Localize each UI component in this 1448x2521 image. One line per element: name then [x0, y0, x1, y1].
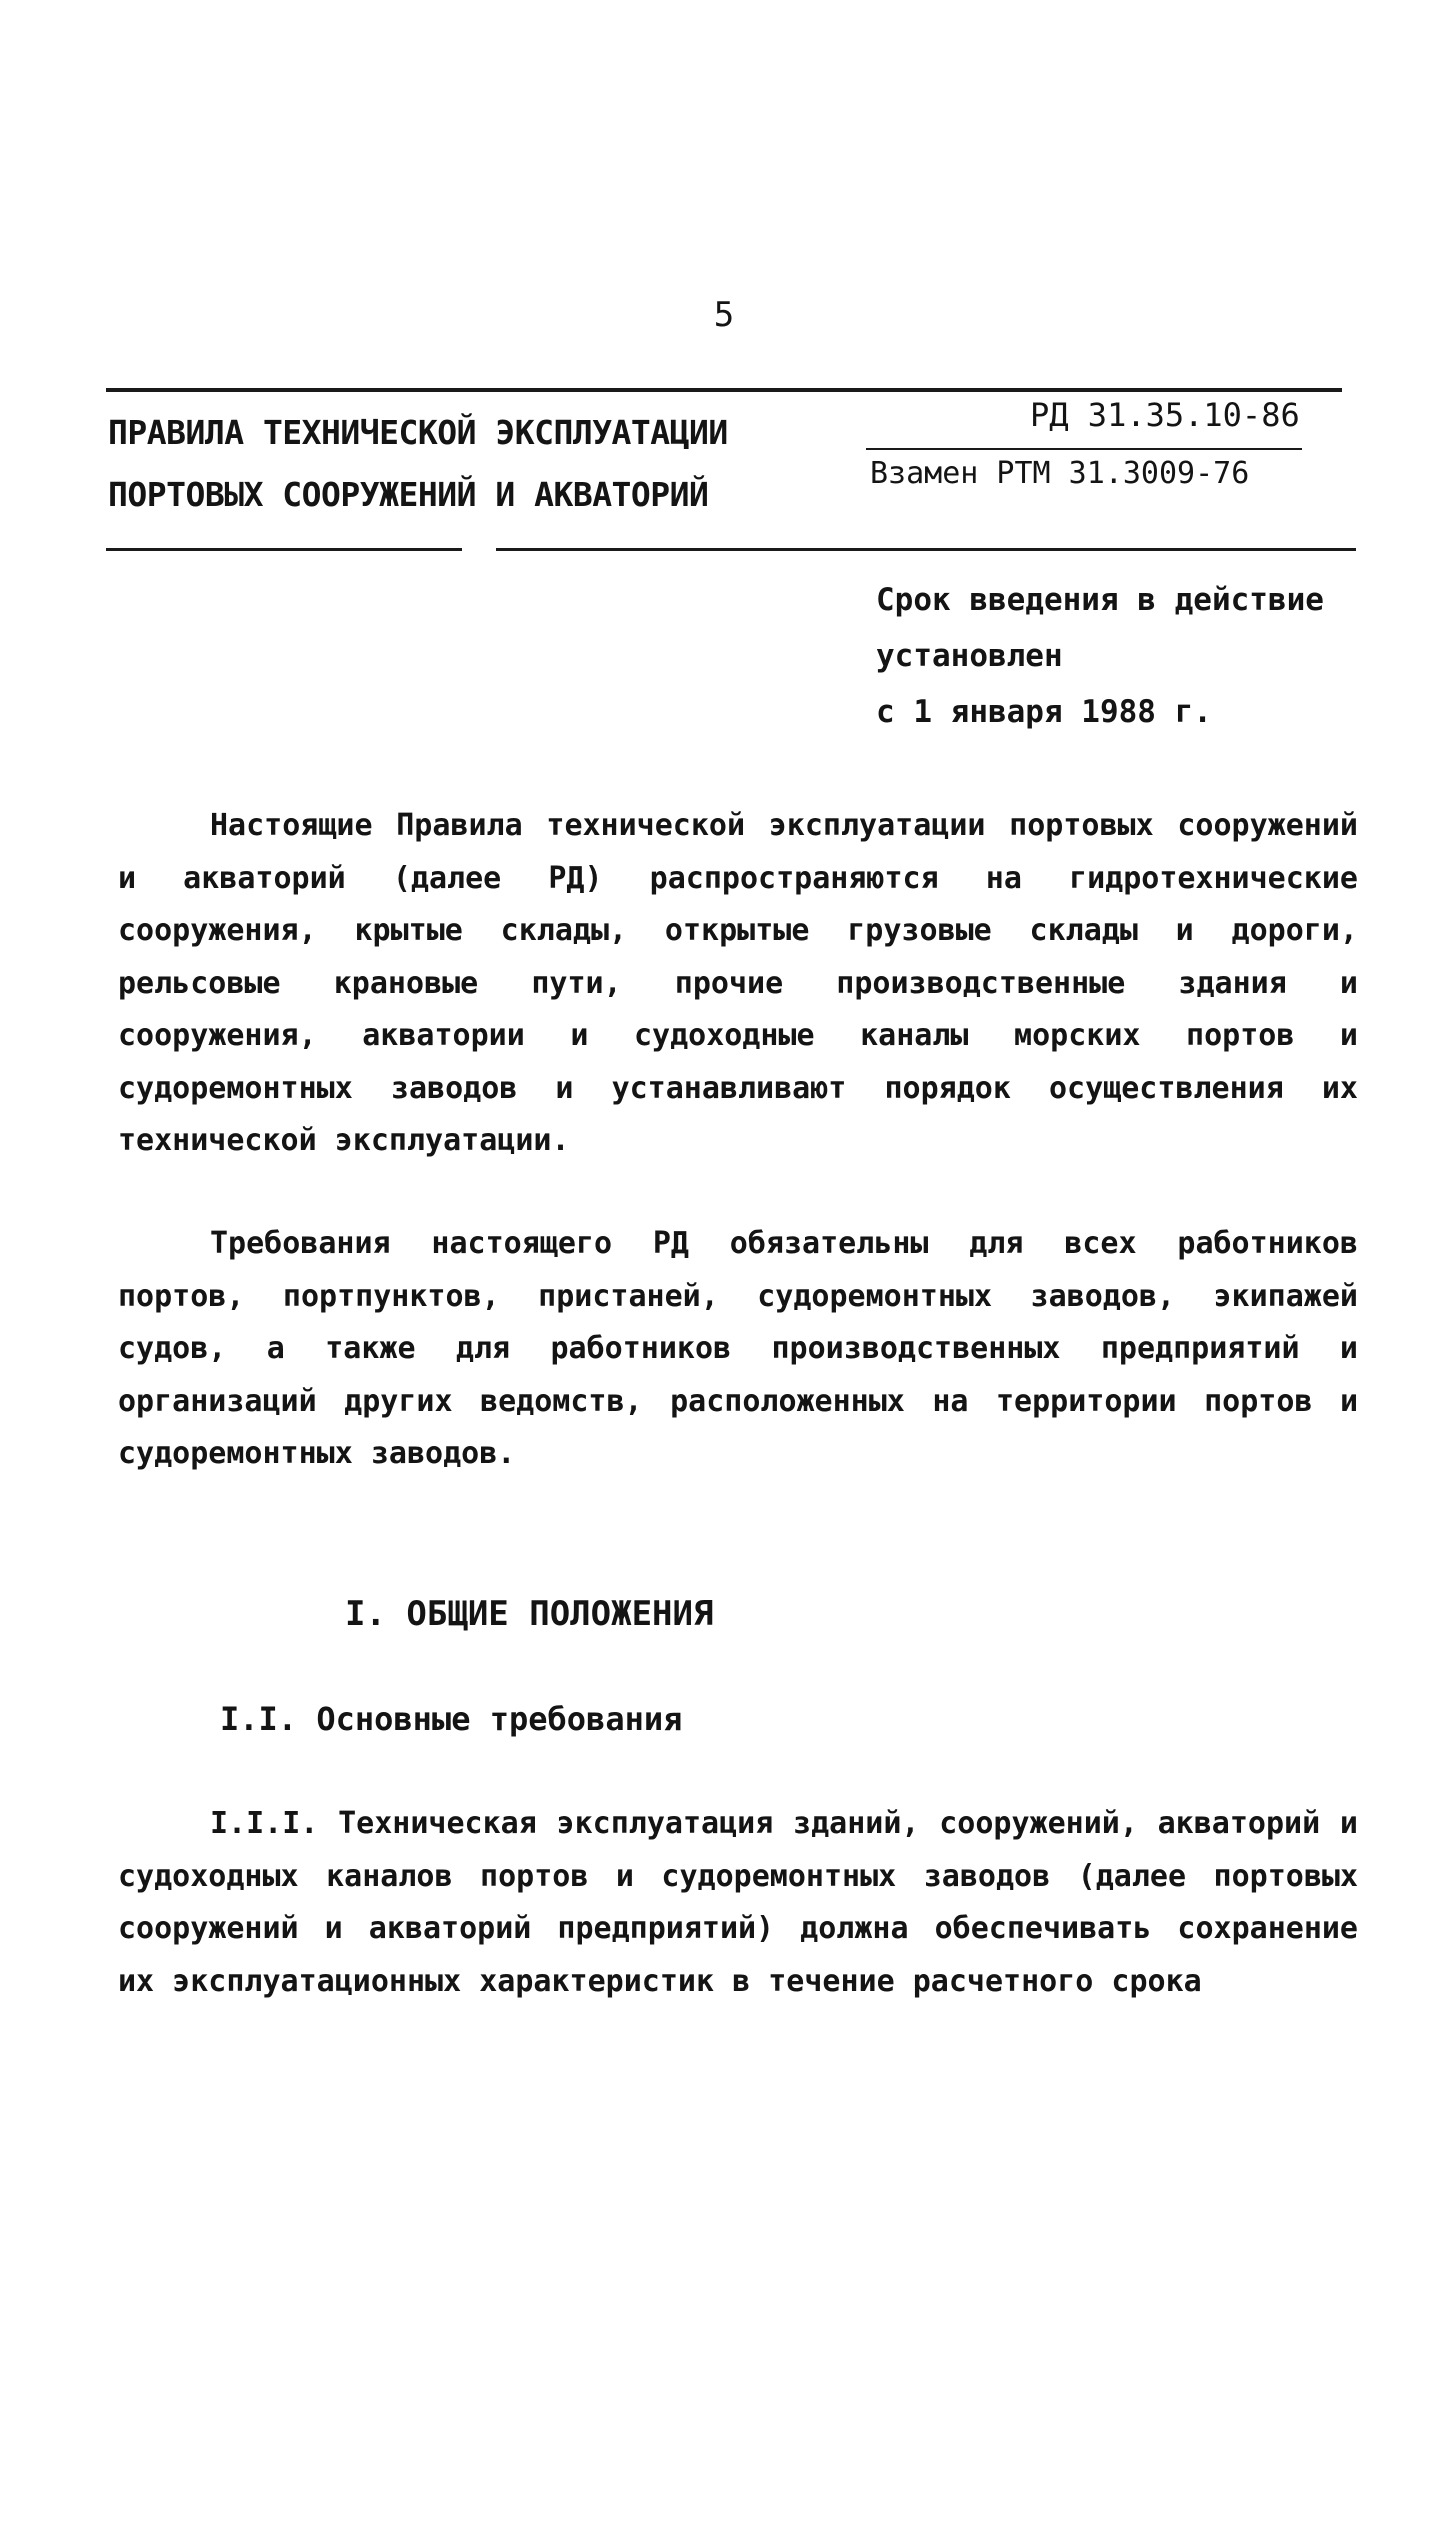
page-number: 5: [713, 295, 735, 335]
subsection-heading: I.I. Основные требования: [220, 1700, 683, 1738]
effective-date-line-2: установлен: [876, 638, 1063, 674]
section-paragraph: [118, 1798, 1358, 2008]
header-bottom-rule-right: [496, 548, 1356, 551]
document-title-line-1: ПРАВИЛА ТЕХНИЧЕСКОЙ ЭКСПЛУАТАЦИИ: [108, 413, 728, 452]
section-heading: I. ОБЩИЕ ПОЛОЖЕНИЯ: [345, 1594, 714, 1634]
intro-paragraph-2: [118, 1218, 1358, 1481]
header-top-rule: [106, 388, 1342, 392]
header-bottom-rule-left: [106, 548, 462, 551]
section-paragraph-text: I.I.I. Техническая эксплуатация зданий, сооружений, акваторий и судоходных каналов портов и судоремонтных заводов (далее портовых сооружений и акваторий предприятий) должна обеспечивать сохранение их эксплуатационных характеристик в течение расчетного срока: [118, 1806, 1358, 1999]
effective-date-line-3: с 1 января 1988 г.: [876, 694, 1212, 730]
intro-paragraph-1: [118, 800, 1358, 1168]
document-title-line-2: ПОРТОВЫХ СООРУЖЕНИЙ И АКВАТОРИЙ: [108, 475, 709, 514]
doc-code-underline: [866, 448, 1302, 450]
effective-date-block: [876, 572, 1324, 740]
document-code: РД 31.35.10-86: [1030, 396, 1300, 434]
intro-paragraph-1-text: Настоящие Правила технической эксплуатации портовых сооружений и акваторий (далее РД) распространяются на гидротехнические сооружения, крытые склады, открытые грузовые склады и дороги, рельсовые крановые пути, прочие производственные здания и сооружения, акватории и судоходные каналы морских портов и судоремонтных заводов и устанавливают порядок осуществления их технической эксплуатации.: [118, 808, 1358, 1158]
supersedes-note: Взамен РТМ 31.3009-76: [870, 456, 1250, 491]
effective-date-line-1: Срок введения в действие: [876, 582, 1324, 618]
document-title: [108, 402, 728, 526]
intro-paragraph-2-text: Требования настоящего РД обязательны для всех работников портов, портпунктов, пристаней, судоремонтных заводов, экипажей судов, а также для работников производственных предприятий и организаций других ведомств, расположенных на территории портов и судоремонтных заводов.: [118, 1226, 1358, 1471]
